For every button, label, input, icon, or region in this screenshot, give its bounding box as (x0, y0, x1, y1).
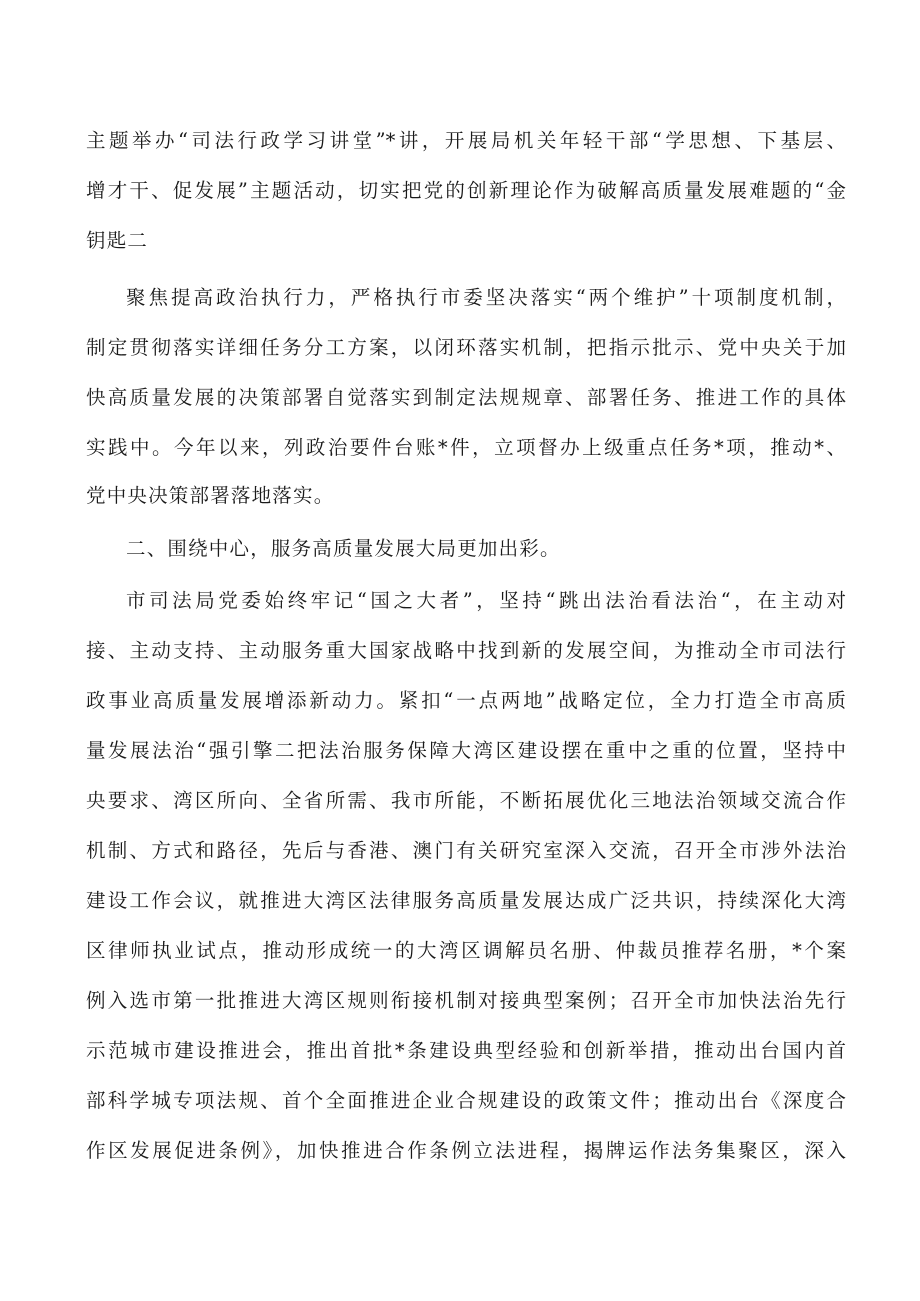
text-line: 增才干、促发展”主题活动，切实把党的创新理论作为破解高质量发展难题的“金 (86, 179, 846, 202)
text-line: 市司法局党委始终牢记“国之大者”，坚持“跳出法治看法治“，在主动对 (126, 589, 846, 612)
text-line: 示范城市建设推进会，推出首批*条建设典型经验和创新举措，推动出台国内首 (86, 1039, 846, 1062)
text-line: 央要求、湾区所向、全省所需、我市所能，不断拓展优化三地法治领域交流合作 (86, 789, 846, 812)
text-line: 党中央决策部署落地落实。 (86, 484, 335, 507)
text-line: 制定贯彻落实详细任务分工方案，以闭环落实机制，把指示批示、党中央关于加 (86, 336, 846, 359)
text-line: 区律师执业试点，推动形成统一的大湾区调解员名册、仲裁员推荐名册，*个案 (86, 939, 846, 962)
text-line: 部科学城专项法规、首个全面推进企业合规建设的政策文件；推动出台《深度合 (86, 1089, 846, 1112)
section-heading: 二、围绕中心，服务高质量发展大局更加出彩。 (126, 537, 561, 560)
text-line: 实践中。今年以来，列政治要件台账*件，立项督办上级重点任务*项，推动*、 (86, 436, 846, 459)
text-line: 例入选市第一批推进大湾区规则衔接机制对接典型案例；召开全市加快法治先行 (86, 989, 846, 1012)
text-line: 机制、方式和路径，先后与香港、澳门有关研究室深入交流，召开全市涉外法治 (86, 839, 846, 862)
text-line: 作区发展促进条例》，加快推进合作条例立法进程，揭牌运作法务集聚区，深入 (86, 1139, 846, 1162)
text-line: 量发展法治“强引擎二把法治服务保障大湾区建设摆在重中之重的位置，坚持中 (86, 739, 846, 762)
text-line: 钥匙二 (86, 229, 149, 252)
text-line: 接、主动支持、主动服务重大国家战略中找到新的发展空间，为推动全市司法行 (86, 639, 846, 662)
text-line: 政事业高质量发展增添新动力。紧扣“一点两地”战略定位，全力打造全市高质 (86, 689, 846, 712)
text-line: 建设工作会议，就推进大湾区法律服务高质量发展达成广泛共识，持续深化大湾 (86, 889, 846, 912)
text-line: 主题举办“司法行政学习讲堂”*讲，开展局机关年轻干部“学思想、下基层、 (86, 129, 846, 152)
text-line: 快高质量发展的决策部署自觉落实到制定法规规章、部署任务、推进工作的具体 (86, 386, 846, 409)
text-line: 聚焦提高政治执行力，严格执行市委坚决落实“两个维护”十项制度机制， (126, 286, 846, 309)
